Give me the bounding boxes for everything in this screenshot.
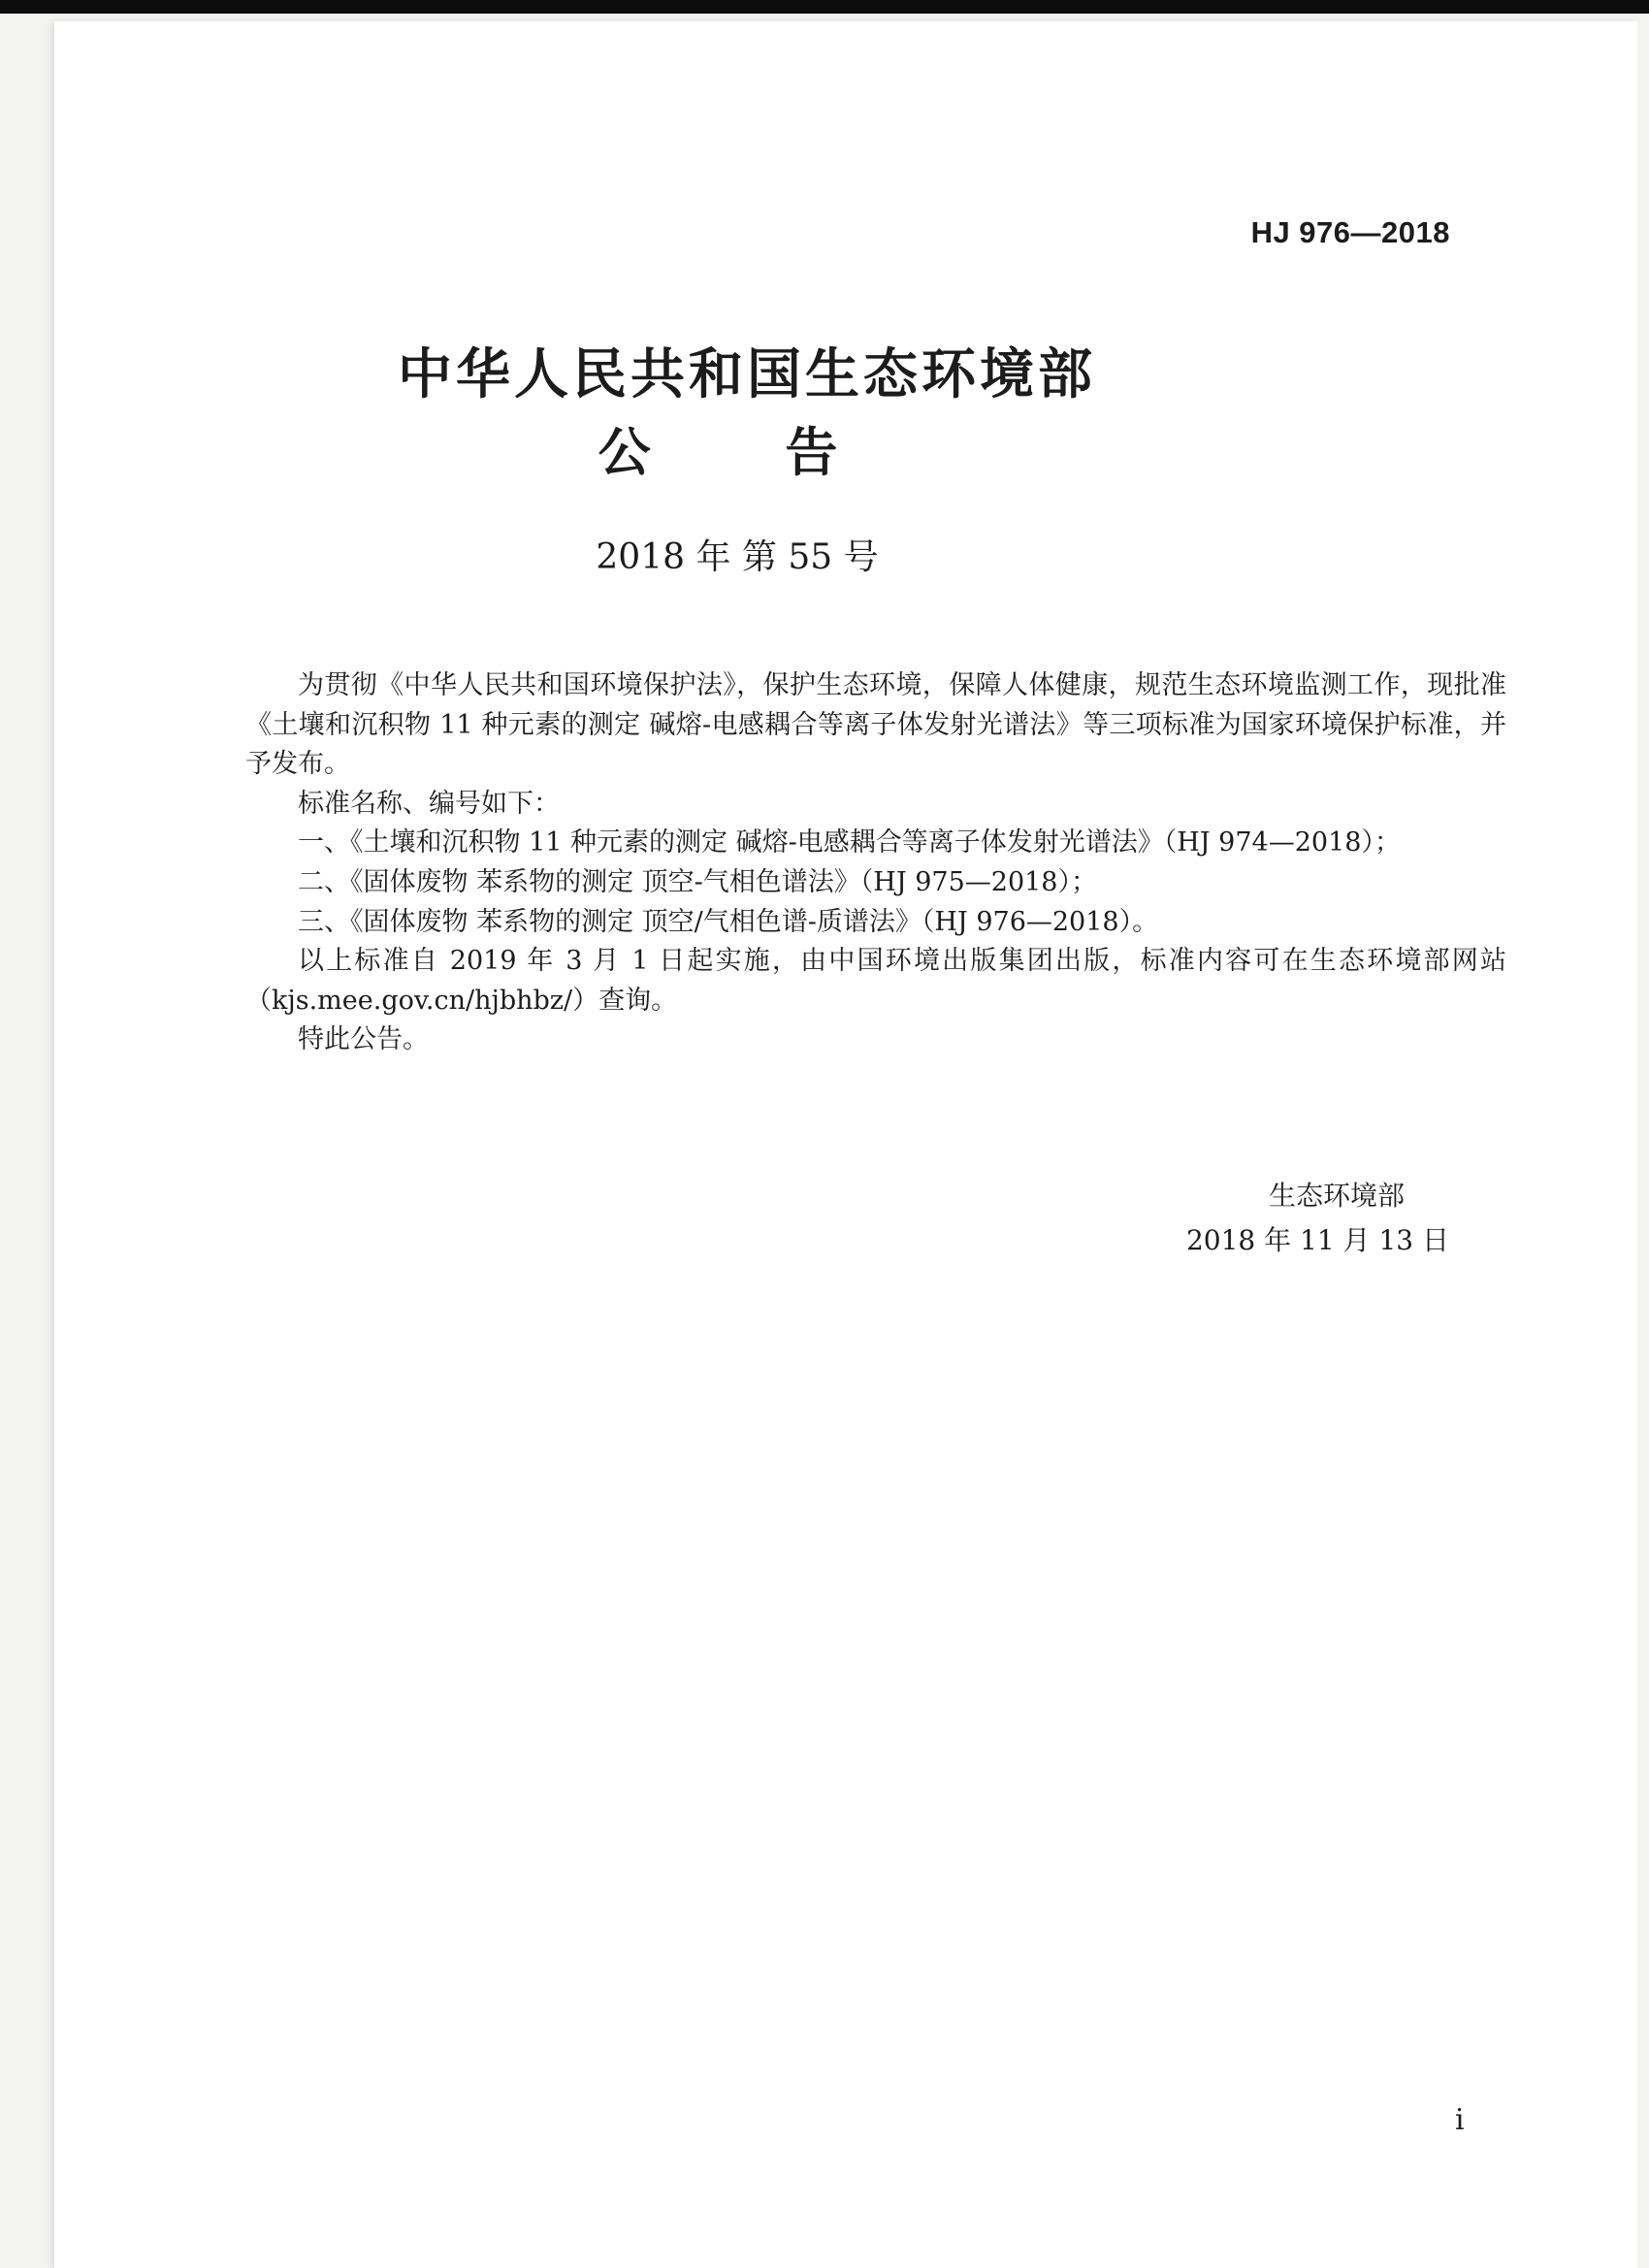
notice-body [245, 666, 1506, 1060]
signing-date: 2018 年 11 月 13 日 [1185, 1224, 1449, 1256]
standard-list-item: 三、《固体废物 苯系物的测定 顶空/气相色谱-质谱法》（HJ 976—2018）。 [298, 906, 1159, 937]
signature-block [1186, 1174, 1449, 1263]
notice-heading: 公 告 [598, 421, 896, 483]
issue-number: 2018 年 第 55 号 [596, 537, 879, 577]
closing-line: 特此公告。 [298, 1024, 429, 1055]
scan-top-edge [0, 0, 1649, 14]
intro-paragraph: 为贯彻《中华人民共和国环境保护法》，保护生态环境，保障人体健康，规范生态环境监测工作，现批准《土壤和沉积物 11 种元素的测定 碱熔-电感耦合等离子体发射光谱法》等三项标准为国家环境保护标准，并予发布。 [245, 670, 1506, 780]
page-number: i [1455, 2103, 1465, 2137]
standard-list-item: 一、《土壤和沉积物 11 种元素的测定 碱熔-电感耦合等离子体发射光谱法》（HJ 974—2018）； [298, 827, 1401, 859]
issuer-title: 中华人民共和国生态环境部 [398, 342, 1096, 406]
standard-code: HJ 976—2018 [1250, 215, 1450, 249]
signing-organization: 生态环境部 [1268, 1180, 1405, 1212]
list-heading: 标准名称、编号如下： [298, 788, 560, 819]
standard-list-item: 二、《固体废物 苯系物的测定 顶空-气相色谱法》（HJ 975—2018）； [298, 866, 1097, 897]
implementation-paragraph: 以上标准自 2019 年 3 月 1 日起实施，由中国环境出版集团出版，标准内容可在生态环境部网站（kjs.mee.gov.cn/hjbhbz/）查询。 [245, 946, 1506, 1016]
